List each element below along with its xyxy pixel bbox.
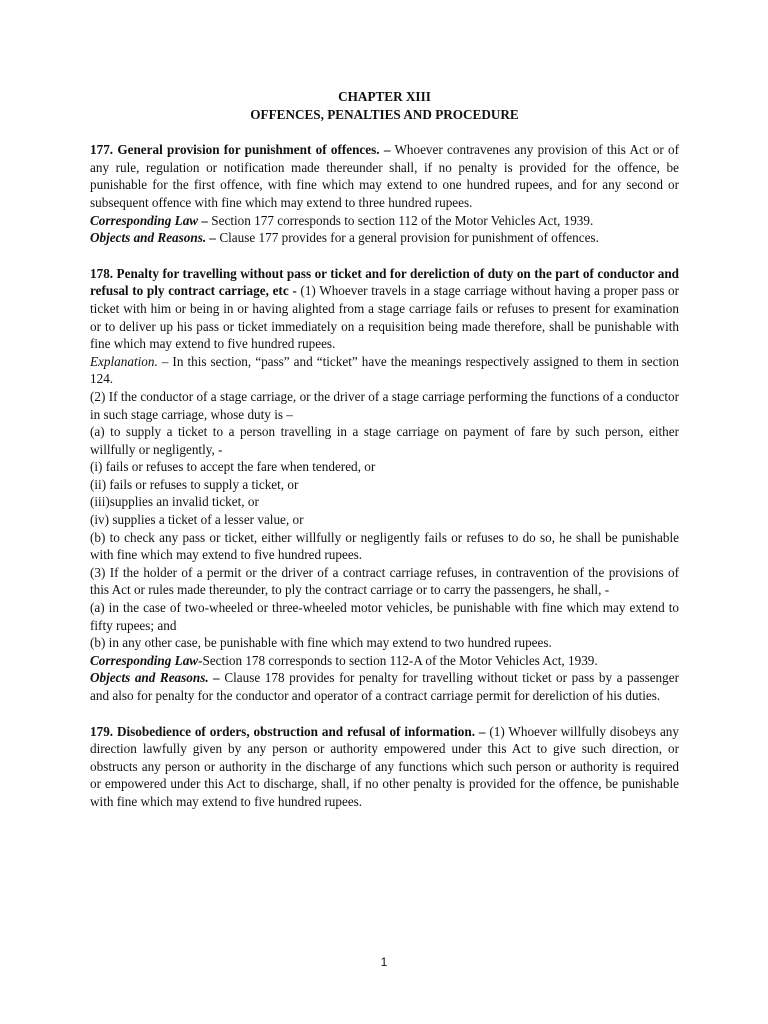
spacer	[90, 705, 679, 723]
section-178-clause-3b: (b) in any other case, be punishable with fine which may extend to two hundred rupees.	[90, 635, 552, 651]
section-178-clause-3: (3) If the holder of a permit or the driver of a contract carriage refuses, in contravention of the provisions of this Act or rules made thereunder, to ply the contract carriage or to carry the passengers, he shall, -	[90, 564, 679, 598]
section-178-corresponding-law	[90, 652, 679, 670]
corresponding-law-text: Section 177 corresponds to section 112 of the Motor Vehicles Act, 1939.	[207, 212, 594, 228]
section-177	[90, 141, 679, 211]
objects-reasons-label: Objects and Reasons. –	[90, 670, 220, 686]
section-179	[90, 723, 679, 811]
section-177-corresponding-law	[90, 212, 679, 230]
section-177-objects-reasons	[90, 229, 679, 247]
section-178-text: (1) Whoever travels in a stage carriage without having a proper pass or ticket with him or being in or having alighted from a stage carriage fails or refuses to present for examination or to deliver up his pass or ticket immediately on a requisition being made therefore, shall be punishable with fine which may extend to five hundred rupees.	[90, 283, 680, 352]
page-number: 1	[380, 955, 388, 969]
section-178	[90, 265, 679, 353]
section-178-clause-2b: (b) to check any pass or ticket, either willfully or negligently fails or refuses to do so, he shall be punishable with fine which may extend to five hundred rupees.	[90, 529, 679, 563]
section-178-objects-reasons	[90, 669, 679, 704]
section-178-clause-2a: (a) to supply a ticket to a person travelling in a stage carriage on payment of fare by such person, either willfully or negligently, -	[90, 424, 679, 457]
corresponding-law-label: Corresponding Law –	[90, 212, 208, 228]
explanation-label: Explanation. –	[90, 353, 169, 369]
section-179-heading: 179. Disobedience of orders, obstruction and refusal of information. –	[90, 723, 486, 739]
chapter-number: CHAPTER XIII	[338, 89, 431, 104]
objects-reasons-text: Clause 178 provides for penalty for travelling without ticket or pass by a passenger and also for penalty for the conductor and operator of a contract carriage permit for dereliction of his duties.	[90, 670, 679, 703]
section-177-heading: 177. General provision for punishment of offences. –	[90, 142, 391, 158]
corresponding-law-text: Section 178 corresponds to section 112-A of the Motor Vehicles Act, 1939.	[202, 652, 598, 668]
section-178-item-iv: (iv) supplies a ticket of a lesser value, or	[90, 512, 304, 528]
spacer	[90, 247, 679, 265]
spacer	[90, 123, 679, 141]
objects-reasons-label: Objects and Reasons. –	[90, 230, 217, 246]
explanation-text: In this section, “pass” and “ticket” have the meanings respectively assigned to them in section 124.	[90, 353, 679, 387]
section-178-heading: 178. Penalty for travelling without pass or ticket and for dereliction of duty on the part of conductor and refusal to ply contract carriage, etc -	[90, 265, 679, 299]
section-177-text: Whoever contravenes any provision of this Act or of any rule, regulation or notification made thereunder shall, if no penalty is provided for the offence, be punishable for the first offence, with fine which may extend to one hundred rupees, and for any second or subsequent offence with fine which may extend to three hundred rupees.	[90, 142, 680, 210]
document-page	[90, 88, 679, 811]
section-178-clause-2: (2) If the conductor of a stage carriage, or the driver of a stage carriage performing the functions of a conductor in such stage carriage, whose duty is –	[90, 388, 679, 422]
section-178-item-ii: (ii) fails or refuses to supply a ticket, or	[90, 476, 299, 492]
corresponding-law-label: Corresponding Law-	[90, 652, 203, 668]
section-178-explanation	[90, 353, 679, 388]
objects-reasons-text: Clause 177 provides for a general provision for punishment of offences.	[216, 230, 599, 246]
section-178-item-iii: (iii)supplies an invalid ticket, or	[90, 494, 259, 510]
chapter-title: OFFENCES, PENALTIES AND PROCEDURE	[250, 106, 519, 122]
section-178-item-i: (i) fails or refuses to accept the fare when tendered, or	[90, 459, 376, 475]
section-178-clause-3a: (a) in the case of two-wheeled or three-wheeled motor vehicles, be punishable with fine which may extend to fifty rupees; and	[90, 600, 679, 633]
section-179-text: (1) Whoever willfully disobeys any direction lawfully given by any person or authority empowered under this Act to give such direction, or obstructs any person or authority in the discharge of any functions which such person or authority is required or empowered under this Act to discharge, shall, if no other penalty is provided for the offence, be punishable with fine which may extend to five hundred rupees.	[90, 723, 679, 809]
